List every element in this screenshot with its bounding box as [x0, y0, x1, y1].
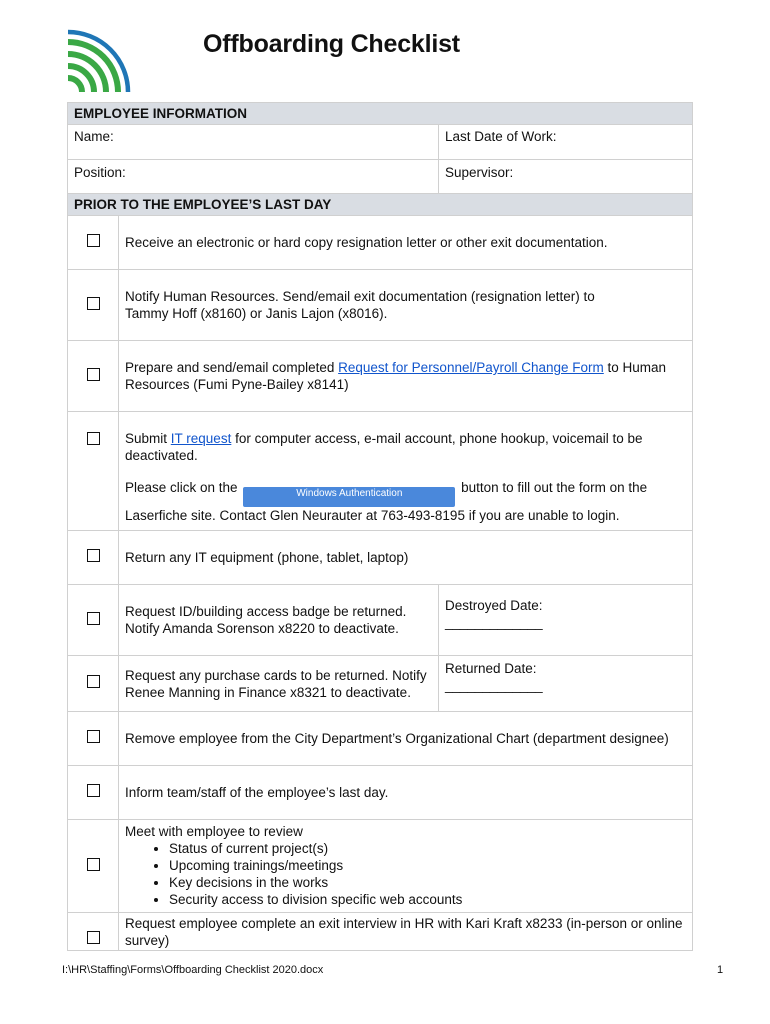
- list-item: • Upcoming trainings/meetings: [169, 857, 692, 874]
- checkbox[interactable]: [87, 368, 100, 381]
- checkbox[interactable]: [87, 931, 100, 944]
- item-text: [119, 820, 693, 913]
- checkbox[interactable]: [87, 234, 100, 247]
- name-field[interactable]: Name:: [68, 125, 439, 160]
- item-text: Notify Human Resources. Send/email exit documentation (resignation letter) to Tammy Hoff (x8160) or Janis Lajon (x8016).: [119, 270, 693, 341]
- destroyed-date-field[interactable]: [439, 585, 693, 656]
- checkbox[interactable]: [87, 432, 100, 445]
- item-text-pre: Prepare and send/email completed: [125, 360, 339, 375]
- checklist-row: [68, 270, 693, 341]
- last-date-field[interactable]: Last Date of Work:: [439, 125, 693, 160]
- list-item: • Key decisions in the works: [169, 874, 692, 891]
- checkbox[interactable]: [87, 730, 100, 743]
- windows-authentication-button[interactable]: Windows Authentication: [243, 487, 455, 507]
- prior-header: [68, 194, 693, 216]
- date-blank: _____________: [445, 678, 543, 693]
- item-text: Return any IT equipment (phone, tablet, laptop): [119, 531, 693, 585]
- checkbox[interactable]: [87, 858, 100, 871]
- checklist-row: [68, 531, 693, 585]
- supervisor-field[interactable]: Supervisor:: [439, 160, 693, 194]
- list-item: • Security access to division specific web accounts: [169, 891, 692, 908]
- section-heading: EMPLOYEE INFORMATION: [68, 103, 693, 125]
- payroll-change-form-link[interactable]: Request for Personnel/Payroll Change Form: [338, 360, 604, 375]
- item-text: Request ID/building access badge be returned. Notify Amanda Sorenson x8220 to deactivate.: [119, 585, 439, 656]
- position-field[interactable]: Position:: [68, 160, 439, 194]
- item-text-post: for computer access, e-mail account, phone hookup, voicemail to be deactivated.: [125, 431, 643, 463]
- checklist-row: [68, 766, 693, 820]
- checklist-row: [68, 341, 693, 412]
- date-blank: _____________: [445, 615, 543, 630]
- item-text: Receive an electronic or hard copy resignation letter or other exit documentation.: [119, 216, 693, 270]
- checklist-row: [68, 412, 693, 531]
- checklist-row: [68, 656, 693, 712]
- item-text-post: button to fill out the form on the Laserfiche site. Contact Glen Neurauter at 763-493-8195 if you are unable to login.: [125, 480, 648, 523]
- item-intro: Meet with employee to review: [125, 824, 303, 839]
- checklist-row: [68, 216, 693, 270]
- it-request-link[interactable]: IT request: [170, 431, 232, 446]
- checklist-row: [68, 820, 693, 913]
- section-heading: PRIOR TO THE EMPLOYEE’S LAST DAY: [68, 194, 693, 216]
- footer-file-path: I:\HR\Staffing\Forms\Offboarding Checklist 2020.docx: [62, 964, 324, 976]
- review-bullet-list: [125, 840, 692, 908]
- item-text: Remove employee from the City Department’s Organizational Chart (department designee): [119, 712, 693, 766]
- date-label: Destroyed Date:: [445, 598, 543, 613]
- item-text: Inform team/staff of the employee’s last day.: [119, 766, 693, 820]
- item-text: [119, 341, 693, 412]
- item-text-pre: Submit: [125, 431, 171, 446]
- item-text: Request employee complete an exit interview in HR with Kari Kraft x8233 (in-person or online survey): [119, 913, 693, 951]
- checkbox[interactable]: [87, 297, 100, 310]
- date-label: Returned Date:: [445, 661, 537, 676]
- item-text: Request any purchase cards to be returned. Notify Renee Manning in Finance x8321 to deactivate.: [119, 656, 439, 712]
- checklist-row: [68, 712, 693, 766]
- checklist-row: [68, 585, 693, 656]
- page-number: 1: [717, 964, 724, 976]
- item-text-pre: Please click on the: [125, 480, 242, 495]
- employee-info-header: [68, 103, 693, 125]
- item-text-post: to Human Resources (Fumi Pyne-Bailey x8141): [125, 360, 667, 392]
- checkbox[interactable]: [87, 675, 100, 688]
- list-item: • Status of current project(s): [169, 840, 692, 857]
- checklist-row: [68, 913, 693, 951]
- city-logo: [66, 28, 132, 94]
- returned-date-field[interactable]: [439, 656, 693, 712]
- checkbox[interactable]: [87, 784, 100, 797]
- item-text: [119, 412, 693, 531]
- checkbox[interactable]: [87, 612, 100, 625]
- page-title: Offboarding Checklist: [203, 30, 460, 58]
- checkbox[interactable]: [87, 549, 100, 562]
- checklist-table: [67, 102, 693, 951]
